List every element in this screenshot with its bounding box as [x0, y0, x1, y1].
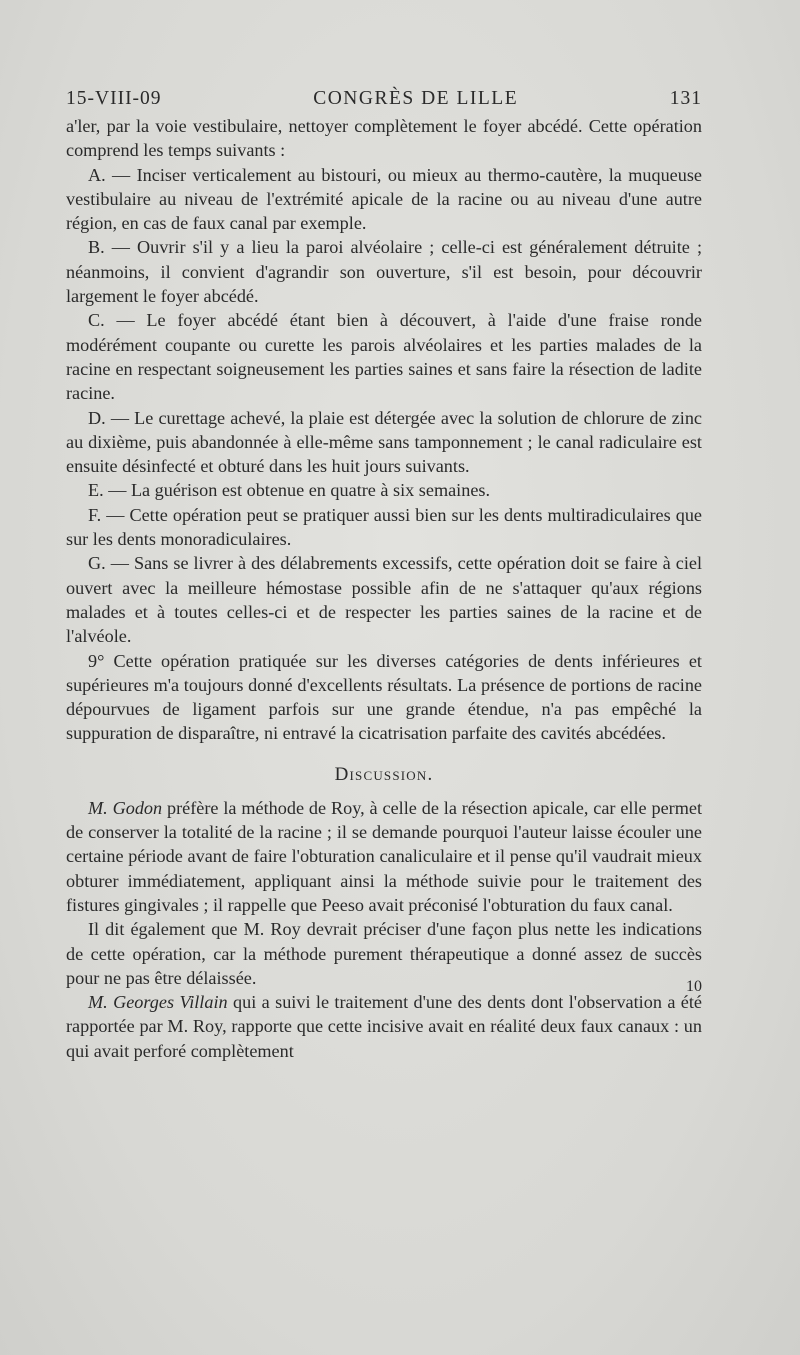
paragraph: a'ler, par la voie vestibulaire, nettoyer complètement le foyer abcédé. Cette opération comprend les temps suivants : [66, 116, 702, 161]
discussion-paragraph [66, 796, 702, 917]
paragraph: D. — Le curettage achevé, la plaie est détergée avec la solution de chlorure de zinc au dixième, puis abandonnée à elle-même sans tamponnement ; le canal radiculaire est ensuite désinfecté et obturé dans les huit jours suivants. [66, 407, 702, 477]
header-date: 15-VIII-09 [66, 88, 162, 109]
paragraph: 9° Cette opération pratiquée sur les diverses catégories de dents inférieures et supérieures m'a toujours donné d'excellents résultats. La présence de portions de racine dépourvues de ligament parfois sur une grande étendue, n'a pas empêché la suppuration de disparaître, ni entravé la cicatrisation parfaite des cavités abcédées. [66, 650, 702, 744]
text-body [66, 114, 702, 1063]
paragraph: G. — Sans se livrer à des délabrements excessifs, cette opération doit se faire à ciel ouvert avec la meilleure hémostase possible afin de ne s'attaquer qu'aux régions malades et à toutes celles-ci et de respecter les parties saines de la racine et de l'alvéole. [66, 553, 702, 647]
header-title: CONGRÈS DE LILLE [313, 88, 519, 109]
discussion-paragraph [66, 917, 702, 990]
section-title: Discussion. [334, 763, 434, 785]
discussion-text: préfère la méthode de Roy, à celle de la résection apicale, car elle permet de conserver la totalité de la racine ; il se demande pourquoi l'auteur laisse écouler une certaine période avant de faire l'obturation canaliculaire et il pense qu'il vaudrait mieux obturer immédiatement, appliquant ainsi la méthode suivie pour le traitement des fistures gingivales ; il rappelle que Peeso avait préconisé l'obturation du faux canal. [66, 797, 702, 915]
paragraph: F. — Cette opération peut se pratiquer aussi bien sur les dents multiradiculaires que sur les dents monoradiculaires. [66, 504, 702, 550]
discussion-text: Il dit également que M. Roy devrait préciser d'une façon plus nette les indications de cette opération, car la méthode purement thérapeutique a donné assez de succès pour ne pas être délaissée. [66, 919, 702, 988]
document-page [66, 88, 702, 1063]
paragraph: B. — Ouvrir s'il y a lieu la paroi alvéolaire ; celle-ci est généralement détruite ; néanmoins, il convient d'agrandir son ouverture, s'il est besoin, pour découvrir largement le foyer abcédé. [66, 237, 702, 307]
signature-mark: 10 [686, 978, 702, 995]
page-number: 131 [669, 88, 702, 109]
paragraph: C. — Le foyer abcédé étant bien à découvert, à l'aide d'une fraise ronde modérément coupante ou curette les parois alvéolaires et les parties malades de la racine en respectant soigneusement les parties saines et sans faire la résection de ladite racine. [66, 310, 702, 404]
discussion-paragraph [66, 990, 702, 1063]
discussion-text: qui a suivi le traitement d'une des dents dont l'observation a été rapportée par M. Roy, rapporte que cette incisive avait en réalité deux faux canaux : un qui avait perforé complètement [66, 992, 702, 1061]
paragraph: A. — Inciser verticalement au bistouri, ou mieux au thermo-cautère, la muqueuse vestibulaire au niveau de l'extrémité apicale de la racine ou au niveau d'une autre région, en cas de faux canal par exemple. [66, 164, 702, 234]
speaker-name: M. Georges Villain [88, 992, 228, 1013]
speaker-name: M. Godon [88, 797, 163, 818]
paragraph: E. — La guérison est obtenue en quatre à six semaines. [88, 480, 491, 501]
running-header [66, 88, 702, 110]
